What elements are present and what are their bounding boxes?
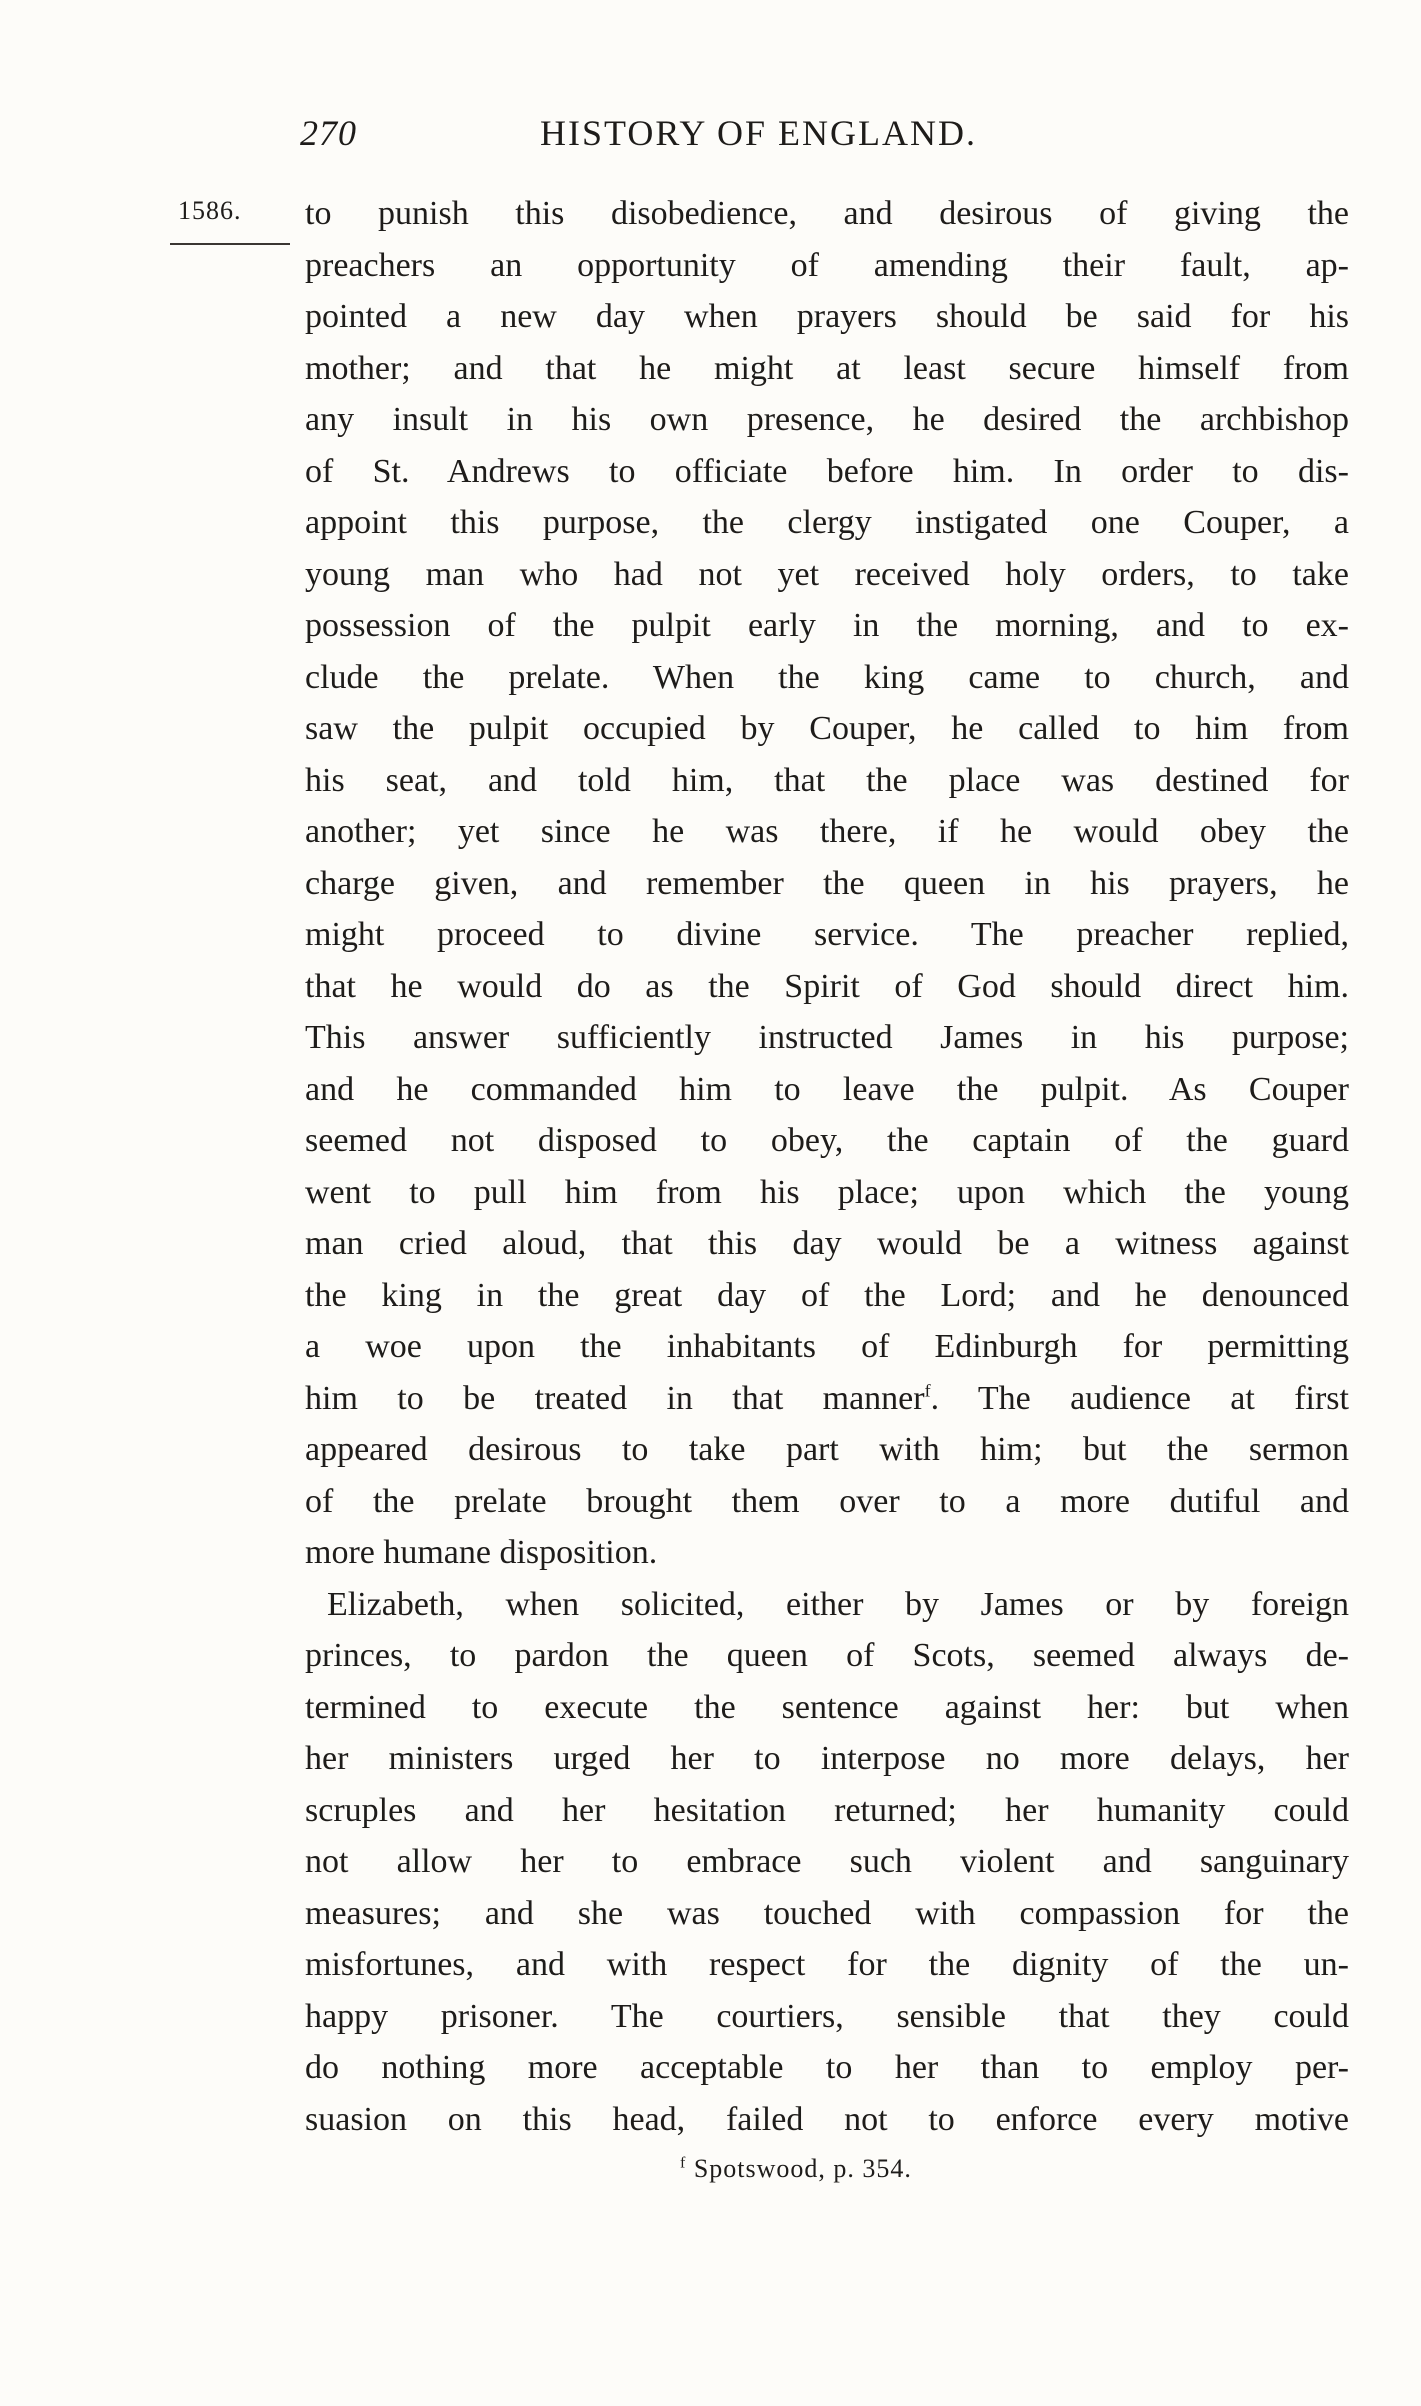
page-header [300, 112, 1130, 162]
text-line: a woe upon the inhabitants of Edinburgh for permitting [305, 1328, 1349, 1365]
paragraph-1 [305, 188, 1349, 1579]
text-line: seemed not disposed to obey, the captain of the guard [305, 1122, 1349, 1159]
text-line: mother; and that he might at least secure himself from [305, 349, 1349, 387]
text-line-with-note [305, 1373, 1349, 1425]
text-line: misfortunes, and with respect for the dignity of the un- [305, 1946, 1349, 1983]
text-line: man cried aloud, that this day would be a witness against [305, 1225, 1349, 1262]
footnote-reference: f [924, 1380, 931, 1401]
text-line: charge given, and remember the queen in his prayers, he [305, 864, 1349, 902]
running-title: HISTORY OF ENGLAND. [540, 113, 978, 153]
footnote-mark: f [680, 2154, 687, 2172]
text-line: and he commanded him to leave the pulpit. As Couper [305, 1070, 1349, 1108]
line-text-after-note: . The audience at first [930, 1379, 1349, 1417]
text-line: more humane disposition. [305, 1534, 658, 1571]
text-line: happy prisoner. The courtiers, sensible that they could [305, 1997, 1349, 2035]
text-line: termined to execute the sentence against her: but when [305, 1688, 1349, 1726]
text-line: young man who had not yet received holy orders, to take [305, 555, 1349, 593]
footnote [680, 2154, 912, 2184]
text-line: suasion on this head, failed not to enforce every motive [305, 2100, 1349, 2138]
text-line: appeared desirous to take part with him; but the sermon [305, 1431, 1349, 1468]
text-line: This answer sufficiently instructed James in his purpose; [305, 1019, 1349, 1056]
text-line: princes, to pardon the queen of Scots, seemed always de- [305, 1637, 1349, 1674]
footnote-text: Spotswood, p. 354. [693, 2154, 912, 2183]
text-line: to punish this disobedience, and desirous of giving the [305, 195, 1349, 232]
text-line: preachers an opportunity of amending their fault, ap- [305, 246, 1349, 284]
text-line: do nothing more acceptable to her than to employ per- [305, 2049, 1349, 2086]
text-line: any insult in his own presence, he desired the archbishop [305, 401, 1349, 438]
text-line: scruples and her hesitation returned; her humanity could [305, 1791, 1349, 1829]
text-line: possession of the pulpit early in the morning, and to ex- [305, 607, 1349, 644]
text-line: of St. Andrews to officiate before him. In order to dis- [305, 452, 1349, 490]
text-line: pointed a new day when prayers should be said for his [305, 298, 1349, 335]
text-line: that he would do as the Spirit of God should direct him. [305, 967, 1349, 1005]
text-line: of the prelate brought them over to a more dutiful and [305, 1482, 1349, 1520]
body-text [305, 188, 1349, 2145]
margin-year: 1586. [178, 196, 242, 225]
text-line: might proceed to divine service. The preacher replied, [305, 916, 1349, 953]
text-line: Elizabeth, when solicited, either by James or by foreign [327, 1585, 1349, 1623]
text-line: another; yet since he was there, if he would obey the [305, 813, 1349, 850]
text-line: saw the pulpit occupied by Couper, he called to him from [305, 710, 1349, 747]
page-number: 270 [300, 113, 357, 153]
text-line: the king in the great day of the Lord; and he denounced [305, 1276, 1349, 1314]
text-line: clude the prelate. When the king came to church, and [305, 658, 1349, 696]
text-line: went to pull him from his place; upon which the young [305, 1173, 1349, 1211]
text-line: his seat, and told him, that the place was destined for [305, 761, 1349, 799]
text-line: her ministers urged her to interpose no more delays, her [305, 1740, 1349, 1777]
text-line: appoint this purpose, the clergy instigated one Couper, a [305, 504, 1349, 541]
line-text-before-note: him to be treated in that manner [305, 1379, 925, 1417]
text-line: not allow her to embrace such violent and sanguinary [305, 1843, 1349, 1880]
text-line: measures; and she was touched with compassion for the [305, 1894, 1349, 1932]
paragraph-2 [305, 1579, 1349, 2146]
margin-rule [170, 243, 290, 245]
